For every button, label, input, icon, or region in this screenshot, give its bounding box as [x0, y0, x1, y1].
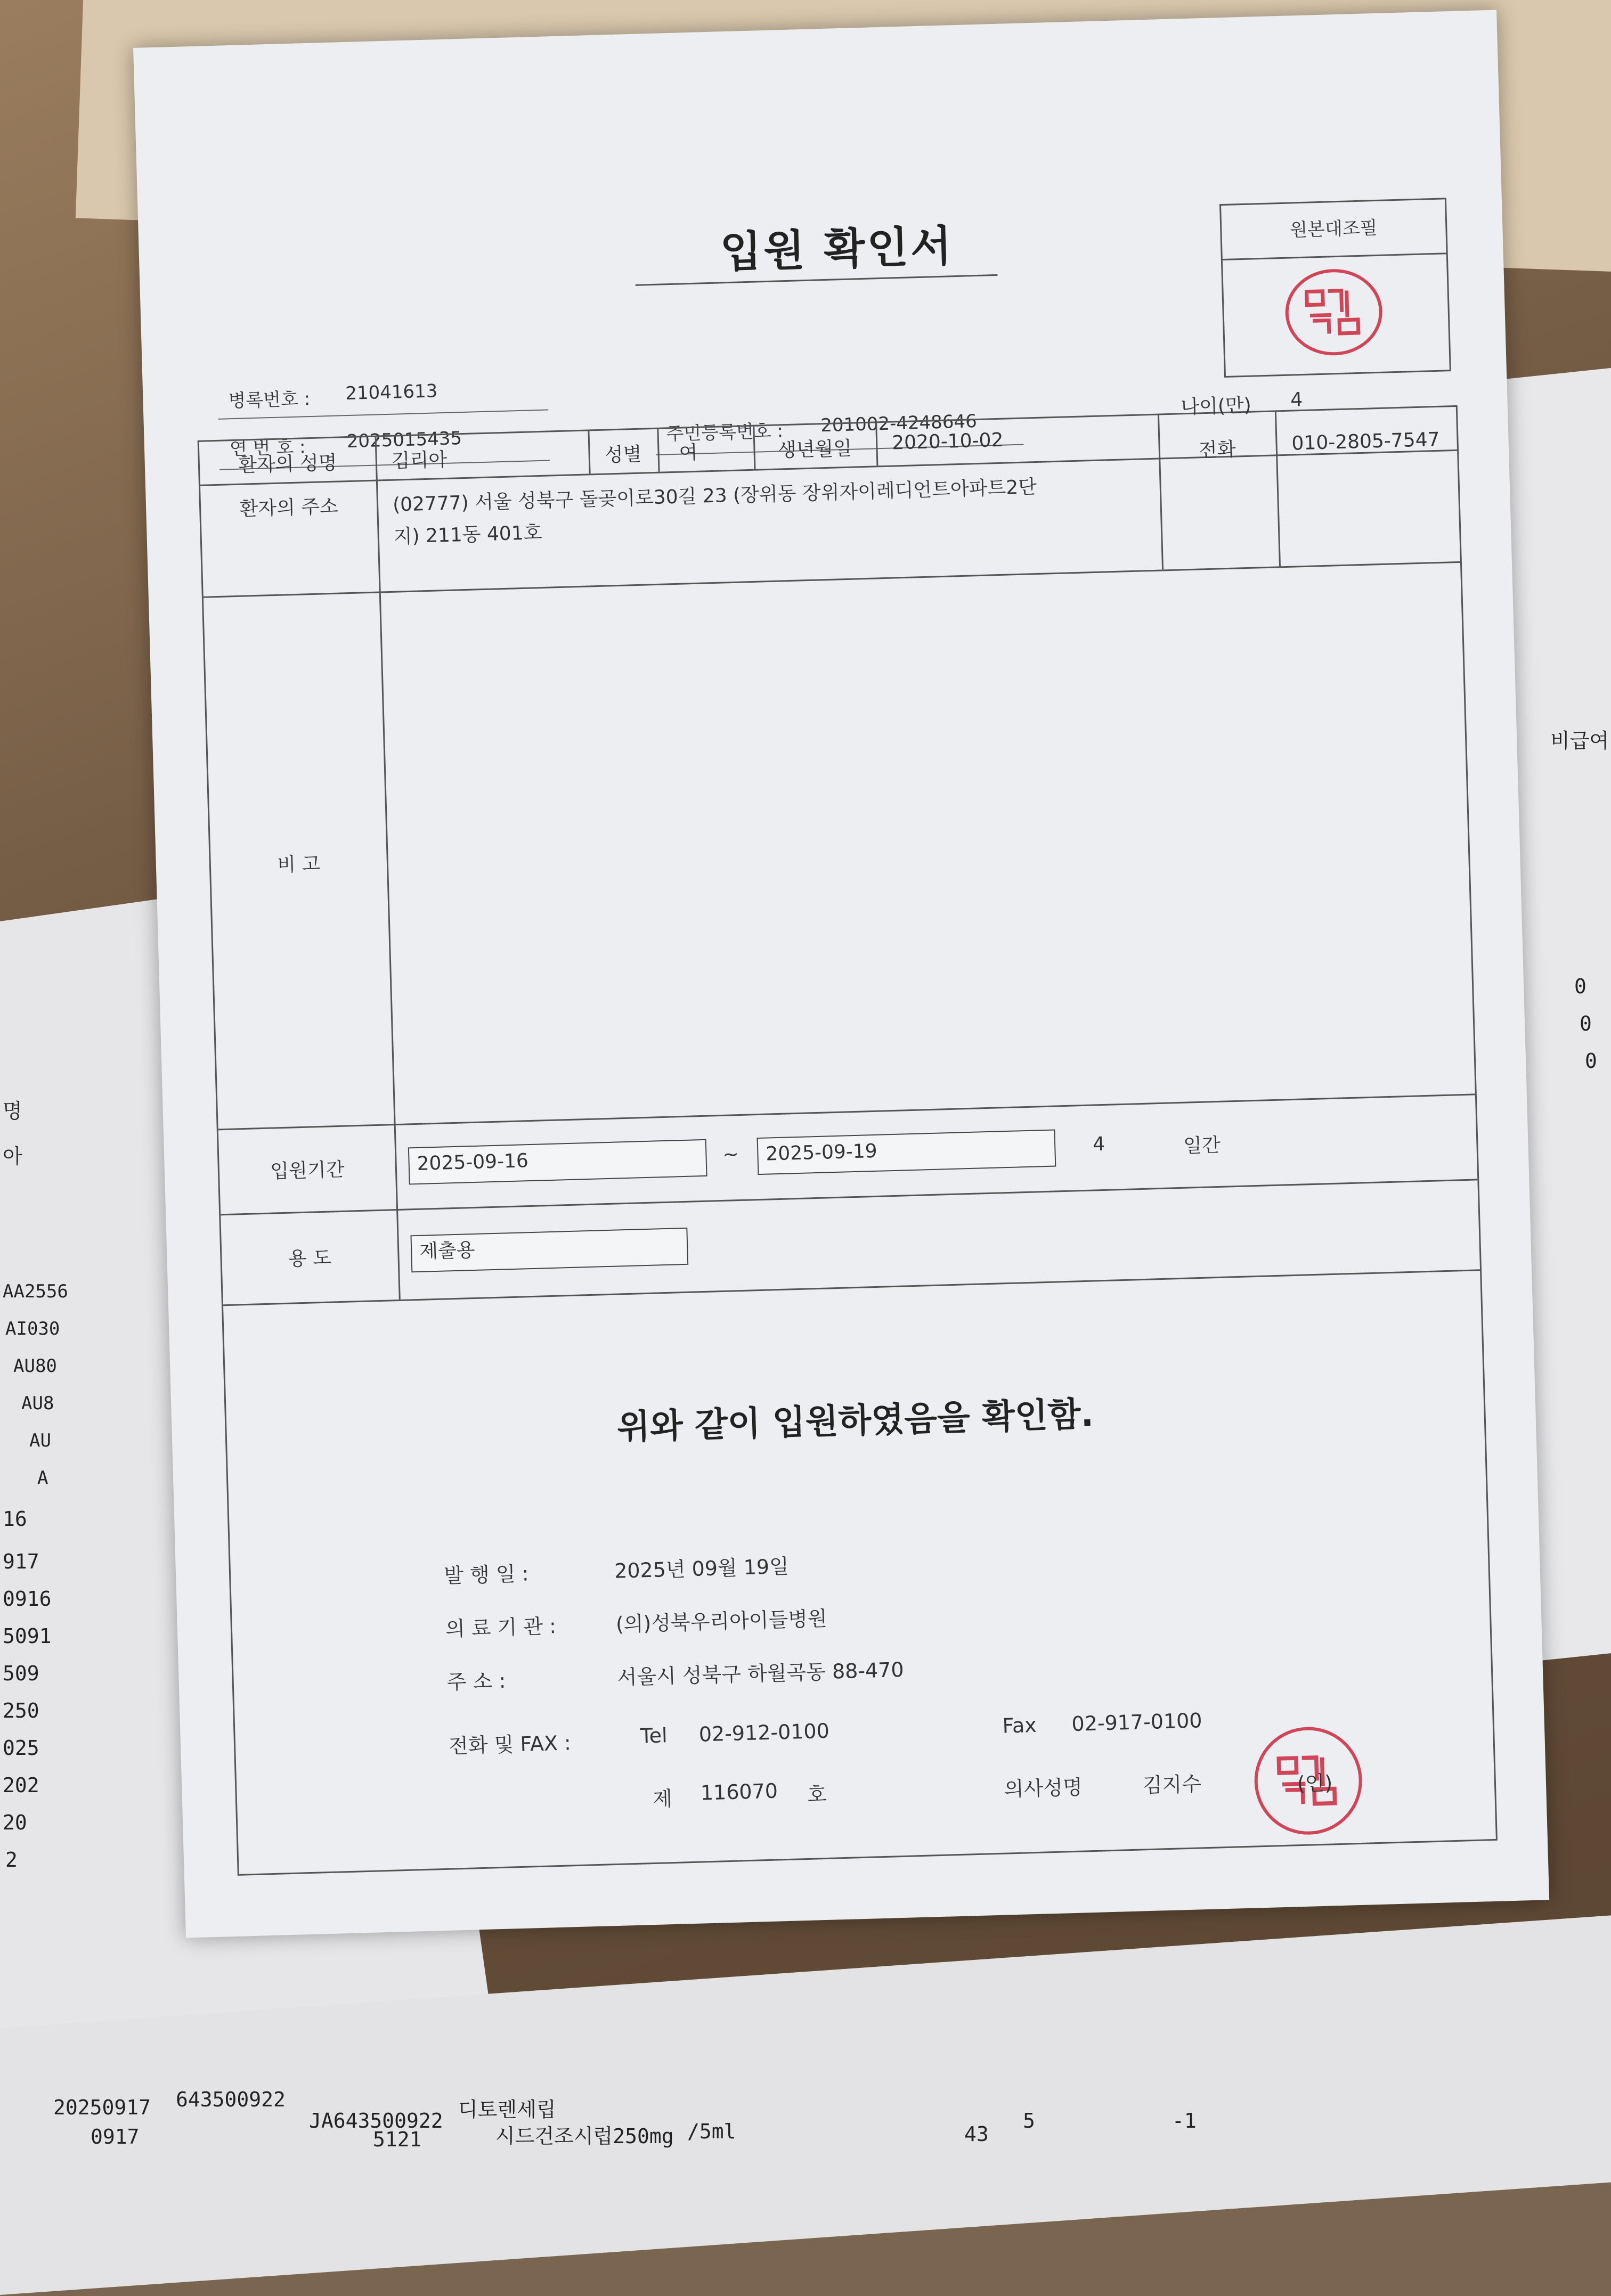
tel-number: 02-912-0100 — [698, 1719, 829, 1746]
license-prefix: 제 — [652, 1782, 672, 1812]
seal-mark: (인) — [1297, 1766, 1333, 1796]
license-suffix: 호 — [807, 1778, 827, 1808]
fragment-text: 디토렌세립 — [458, 2093, 556, 2122]
fragment-text: 643500922 — [176, 2088, 286, 2111]
fragment-text: AU8 — [21, 1393, 54, 1414]
fragment-text: 20250917 — [53, 2096, 151, 2119]
fragment-text: 16 — [3, 1507, 27, 1531]
fragment-text: 0 — [1585, 1049, 1597, 1073]
fragment-text: 0916 — [3, 1587, 52, 1611]
fragment-text: A — [37, 1467, 48, 1489]
document-title: 입원 확인서 — [649, 210, 1024, 282]
fragment-text: 202 — [3, 1774, 39, 1797]
institution-label: 의 료 기 관 : — [445, 1609, 556, 1642]
sex-label: 성별 — [588, 439, 658, 468]
fragment-text: 5 — [1023, 2109, 1035, 2132]
fragment-text: JA643500922 — [309, 2109, 443, 2132]
purpose-field: 제출용 — [410, 1228, 688, 1272]
fragment-text: 509 — [3, 1662, 39, 1685]
fragment-text: /5ml — [687, 2120, 736, 2143]
column-divider — [1275, 412, 1281, 566]
fragment-text: 0 — [1574, 975, 1586, 998]
age-value: 4 — [1290, 389, 1303, 411]
fragment-text: 비급여 — [1550, 724, 1609, 754]
phone-value: 010-2805-7547 — [1291, 429, 1440, 455]
admission-to-field: 2025-09-19 — [757, 1129, 1056, 1175]
form-table — [198, 405, 1498, 1876]
institution-address-label: 주 소 : — [446, 1664, 506, 1695]
sex-value: 여 — [679, 438, 698, 465]
fragment-text: 250 — [3, 1699, 39, 1722]
stamp-box-header: 원본대조필 — [1221, 199, 1446, 260]
date-range-separator: ~ — [722, 1143, 739, 1166]
patient-address-label: 환자의 주소 — [200, 491, 377, 522]
fragment-text: AA2556 — [3, 1281, 68, 1302]
fragment-text: 917 — [3, 1550, 39, 1573]
serial-number: 2025015435 — [346, 428, 462, 452]
phone-label: 전화 — [1158, 433, 1276, 463]
institution-name: (의)성북우리아이들병원 — [615, 1602, 827, 1637]
fragment-text: 0 — [1580, 1012, 1592, 1035]
admission-days-unit: 일간 — [1183, 1130, 1221, 1158]
row-divider — [204, 561, 1460, 598]
doctor-name-label: 의사성명 — [1004, 1771, 1083, 1802]
hospital-seal-icon — [1284, 268, 1384, 357]
fax-label: Fax — [1002, 1713, 1037, 1738]
dob-value: 2020-10-02 — [892, 429, 1004, 454]
row-divider — [223, 1269, 1480, 1306]
patient-address-line2: 지) 211동 401호 — [393, 518, 542, 549]
fragment-text: 아 — [3, 1140, 22, 1169]
issue-date-label: 발 행 일 : — [443, 1557, 529, 1588]
fragment-text: 43 — [964, 2122, 989, 2146]
admission-days: 4 — [1093, 1133, 1105, 1156]
fax-number: 02-917-0100 — [1071, 1709, 1202, 1736]
fragment-text: 시드건조시럽250mg — [495, 2120, 674, 2149]
fragment-text: 0917 — [91, 2125, 140, 2148]
doctor-name: 김지수 — [1142, 1767, 1202, 1798]
dob-label: 생년월일 — [753, 432, 876, 463]
patient-name: 김리아 — [391, 445, 448, 473]
fragment-text: -1 — [1172, 2109, 1197, 2132]
institution-address: 서울시 성북구 하월곡동 88-470 — [617, 1653, 904, 1690]
fragment-text: 5091 — [3, 1624, 52, 1648]
fragment-text: 025 — [3, 1736, 39, 1760]
confirmation-statement: 위와 같이 입원하였음을 확인함. — [226, 1376, 1485, 1460]
fragment-text: AU80 — [13, 1355, 57, 1377]
remarks-label: 비 고 — [210, 847, 387, 879]
row-divider — [218, 1093, 1475, 1130]
admission-period-label: 입원기간 — [219, 1153, 395, 1185]
admission-certificate — [133, 10, 1549, 1938]
serial-number-label-text: 연 번 호 : — [229, 432, 306, 460]
rrn-label: 주민등록번호 : — [666, 416, 784, 445]
tel-label: Tel — [640, 1723, 668, 1747]
fragment-text: 2 — [5, 1848, 18, 1872]
chart-number: 21041613 — [345, 380, 438, 404]
patient-name-label: 환자의 성명 — [199, 447, 376, 479]
purpose-label: 용 도 — [222, 1241, 398, 1273]
contact-label: 전화 및 FAX : — [448, 1726, 571, 1759]
verification-stamp-box — [1219, 198, 1451, 378]
patient-address-line1: (02777) 서울 성북구 돌곶이로30길 23 (장위동 장위자이레디언트아파트2단 — [392, 472, 1037, 517]
fragment-text: 5121 — [373, 2128, 422, 2151]
chart-number-label: 병록번호 : — [228, 384, 311, 412]
fragment-text: 명 — [3, 1094, 22, 1124]
rrn-value: 201002-4248646 — [820, 411, 977, 436]
seal-glyph-icon — [1301, 285, 1366, 340]
license-number: 116070 — [700, 1779, 778, 1805]
age-label: 나이(만) — [1157, 389, 1275, 420]
fragment-text: AI030 — [5, 1318, 60, 1339]
fragment-text: AU — [29, 1430, 51, 1451]
fragment-text: 20 — [3, 1811, 27, 1834]
issue-date: 2025년 09월 19일 — [614, 1550, 789, 1584]
admission-from-field: 2025-09-16 — [408, 1139, 707, 1185]
